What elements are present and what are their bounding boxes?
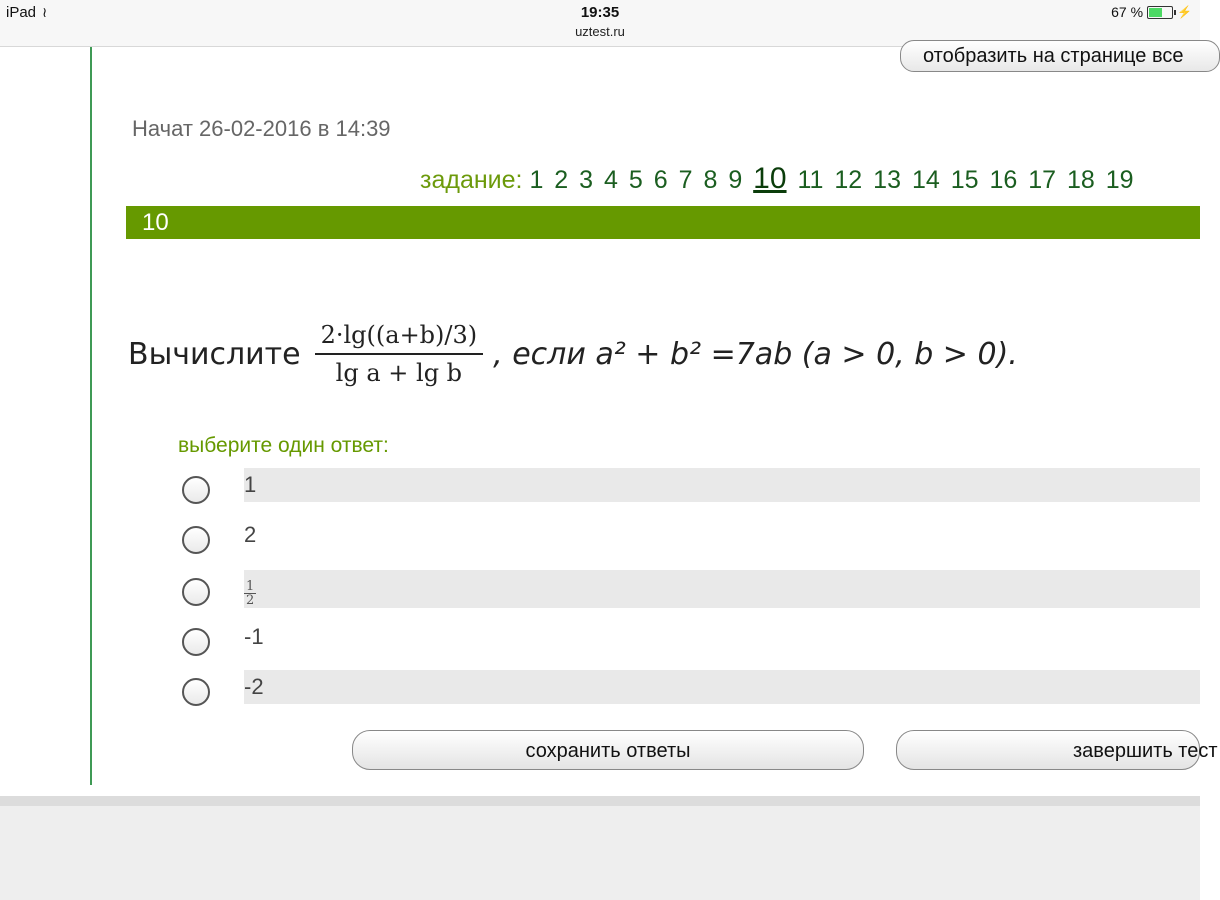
task-nav-item-1[interactable]: 1: [529, 166, 544, 194]
question-suffix: , если a² + b² =7ab (a > 0, b > 0).: [493, 336, 1018, 372]
task-nav-item-9[interactable]: 9: [728, 166, 743, 194]
answer-prompt: выберите один ответ:: [178, 434, 389, 457]
answer-option[interactable]: [180, 468, 1200, 502]
fraction-denominator: lg a + lg b: [335, 359, 463, 387]
task-nav-item-2[interactable]: 2: [554, 166, 569, 194]
answer-label[interactable]: -2: [244, 670, 1200, 704]
task-nav-item-19[interactable]: 19: [1105, 166, 1134, 194]
radio-button[interactable]: [182, 678, 210, 706]
task-nav-item-11[interactable]: 11: [797, 166, 824, 194]
task-nav-item-7[interactable]: 7: [678, 166, 693, 194]
content-left-border: [90, 47, 92, 785]
footer-divider: [0, 796, 1200, 806]
answer-label[interactable]: 1: [244, 468, 1200, 502]
finish-test-button[interactable]: завершить тест: [896, 730, 1200, 770]
task-nav-item-16[interactable]: 16: [989, 166, 1018, 194]
task-nav-item-10[interactable]: 10: [753, 162, 787, 195]
radio-button[interactable]: [182, 628, 210, 656]
test-started-time: Начат 26-02-2016 в 14:39: [132, 116, 391, 141]
answer-option[interactable]: [180, 518, 1200, 552]
answer-label[interactable]: -1: [244, 624, 264, 649]
task-nav-item-5[interactable]: 5: [628, 166, 643, 194]
battery-icon: [1147, 6, 1173, 19]
save-answers-button[interactable]: сохранить ответы: [352, 730, 864, 770]
answer-fraction-denominator: 2: [246, 593, 255, 608]
address-url[interactable]: uztest.ru: [575, 24, 625, 39]
task-nav-item-17[interactable]: 17: [1028, 166, 1057, 194]
task-nav-item-8[interactable]: 8: [703, 166, 718, 194]
answer-label[interactable]: 2: [244, 522, 257, 547]
task-nav-item-13[interactable]: 13: [873, 166, 901, 194]
question-text: [128, 314, 1018, 394]
question-fraction: [315, 321, 484, 387]
answer-option[interactable]: [180, 670, 1200, 704]
clock: 19:35: [580, 4, 620, 21]
task-number-bar: 10: [126, 206, 1200, 239]
answer-label[interactable]: [244, 570, 1200, 608]
radio-button[interactable]: [182, 578, 210, 606]
footer: [0, 806, 1200, 900]
answer-fraction: [244, 580, 256, 607]
task-nav-item-14[interactable]: 14: [911, 166, 940, 194]
task-nav-item-12[interactable]: 12: [834, 166, 863, 194]
answer-option[interactable]: [180, 570, 1200, 608]
answer-fraction-numerator: 1: [246, 579, 255, 594]
task-navigation: [420, 162, 1138, 196]
answer-option[interactable]: [180, 620, 1200, 654]
fraction-numerator: 2·lg((a+b)/3): [315, 321, 484, 355]
wifi-icon: ≀: [42, 4, 48, 20]
task-nav-item-4[interactable]: 4: [604, 166, 618, 194]
radio-button[interactable]: [182, 476, 210, 504]
charging-icon: ⚡: [1177, 5, 1192, 19]
battery-indicator: [1111, 4, 1192, 20]
task-nav-item-3[interactable]: 3: [579, 166, 594, 194]
battery-percent: 67 %: [1111, 4, 1144, 20]
task-nav-item-18[interactable]: 18: [1067, 166, 1095, 194]
battery-fill: [1149, 8, 1162, 17]
device-name: iPad: [6, 4, 37, 21]
task-nav-numbers: [529, 162, 1137, 195]
task-nav-item-6[interactable]: 6: [653, 166, 668, 194]
question-prefix: Вычислите: [128, 336, 301, 372]
radio-button[interactable]: [182, 526, 210, 554]
show-all-button[interactable]: отобразить на странице все: [900, 40, 1220, 72]
task-nav-item-15[interactable]: 15: [950, 166, 979, 194]
task-nav-label: задание:: [420, 166, 523, 194]
